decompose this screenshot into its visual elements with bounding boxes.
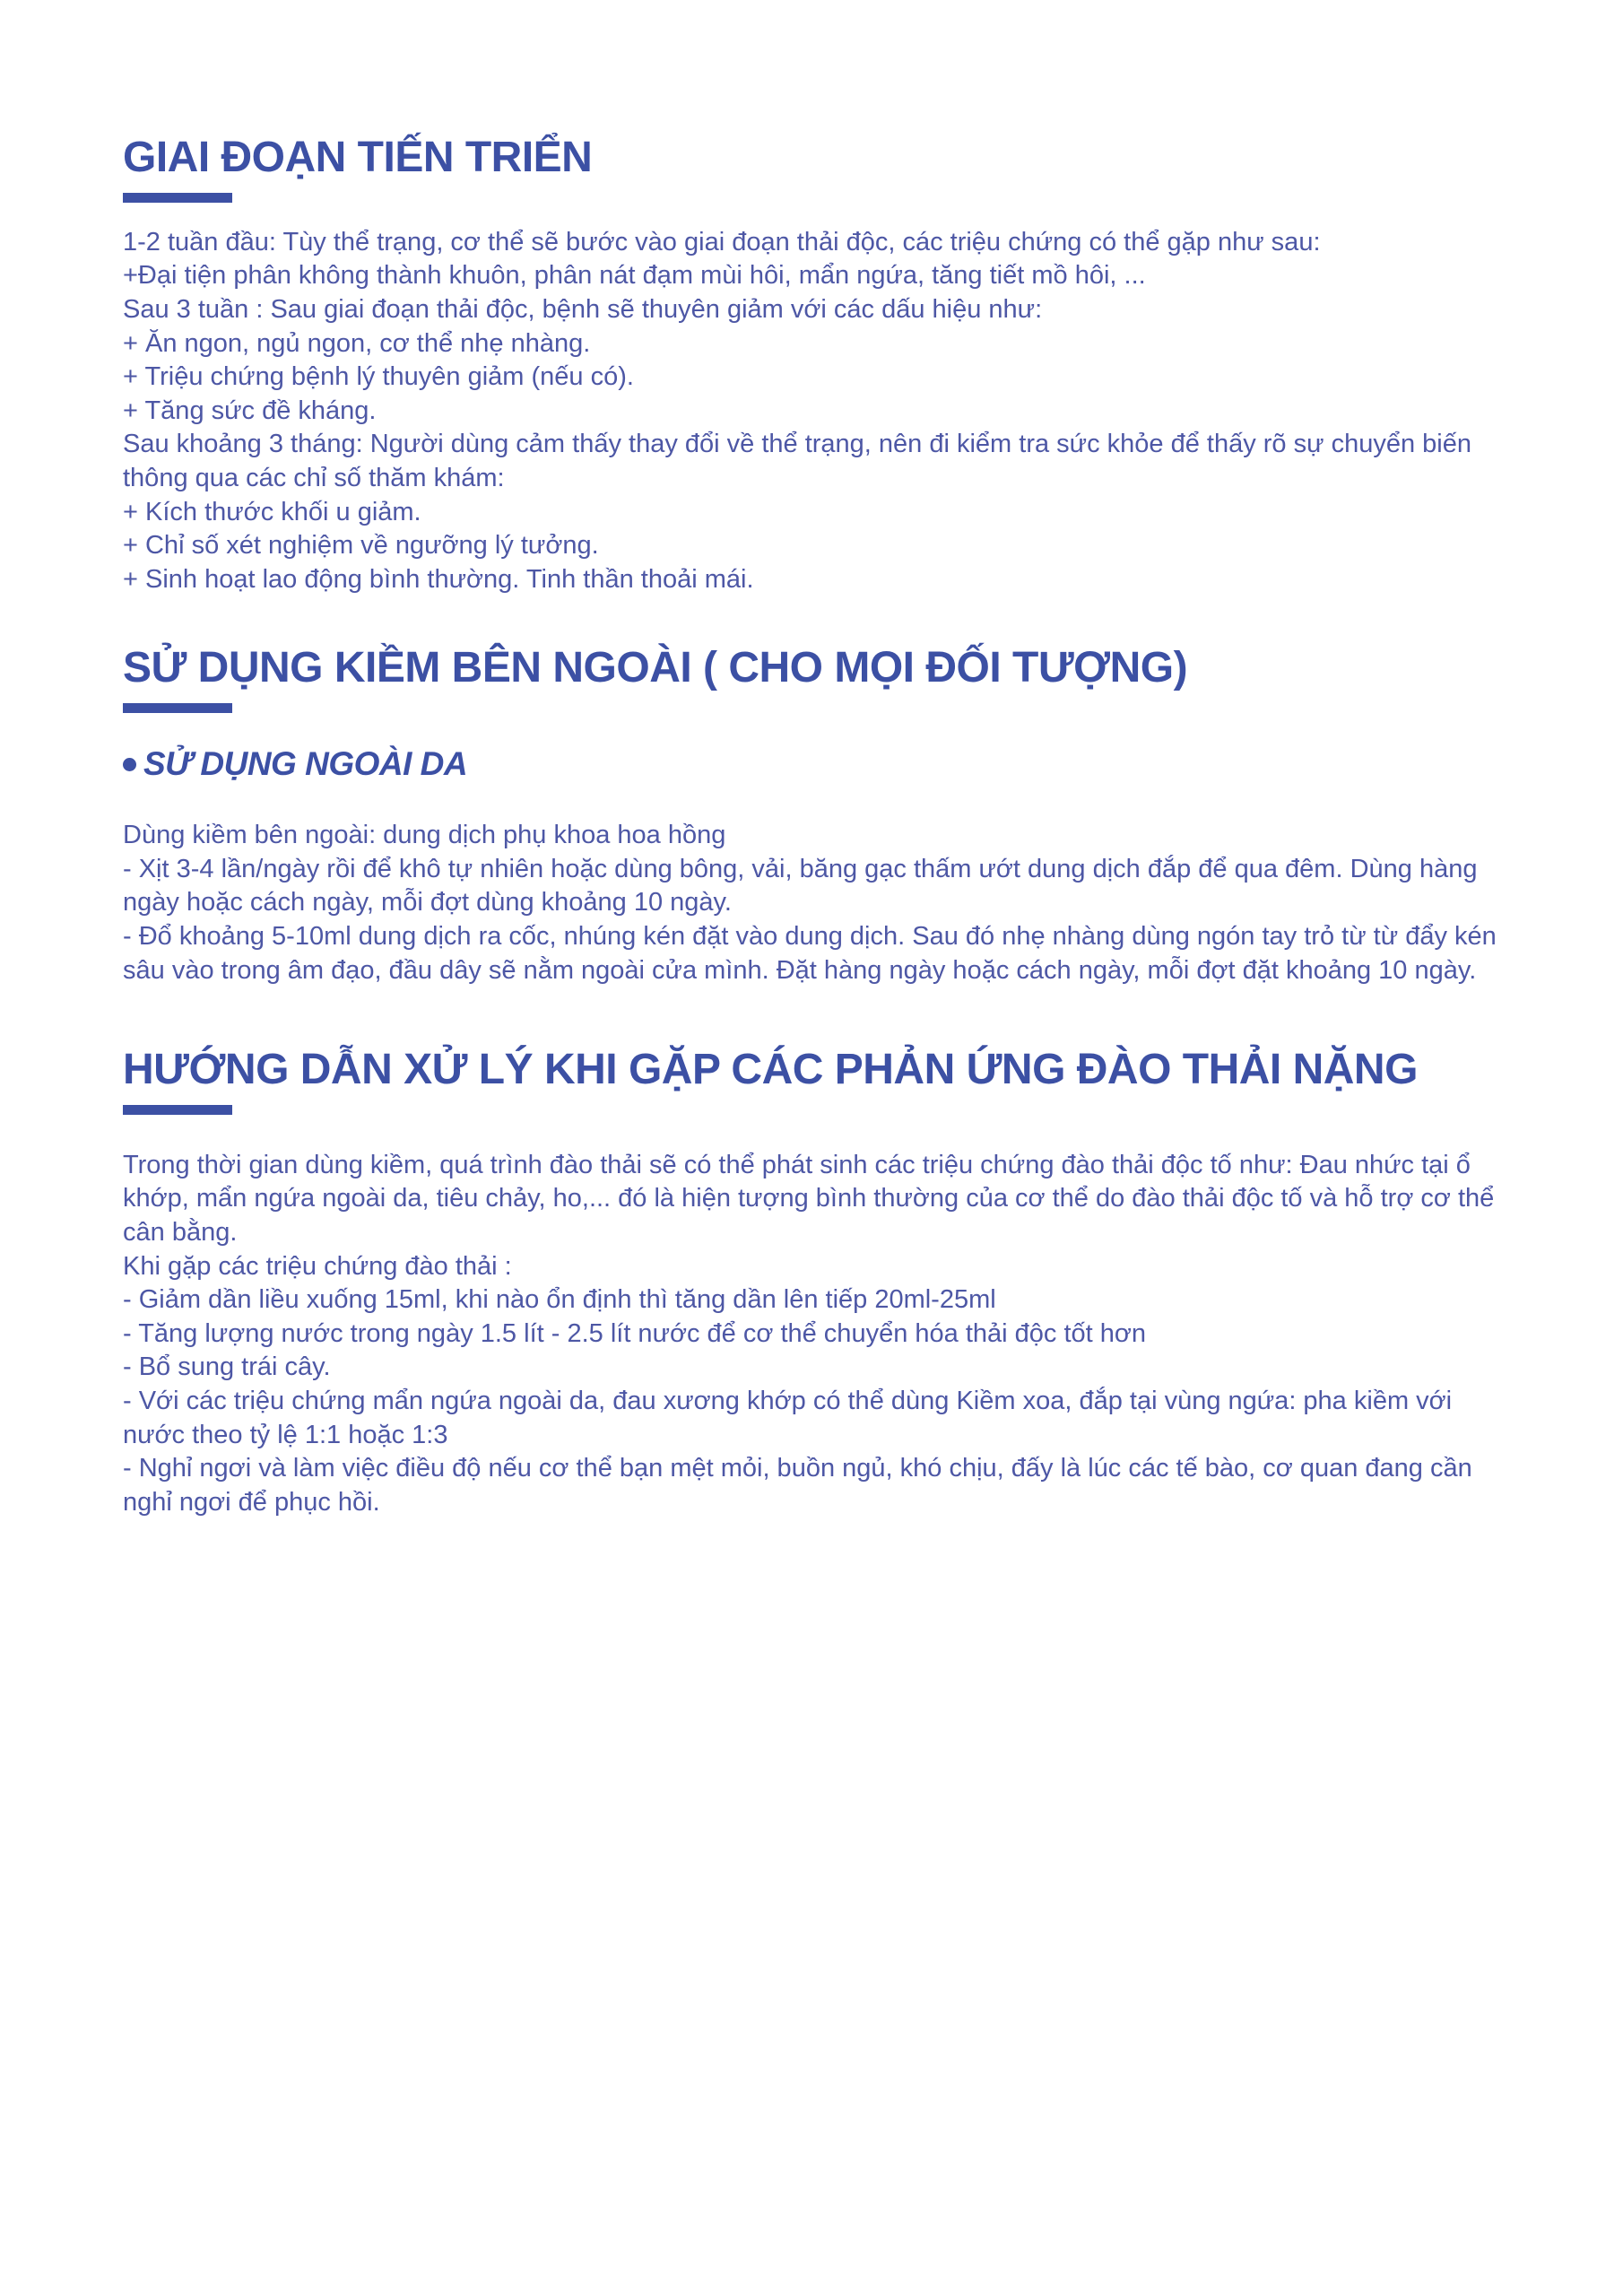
- heading-underline: [123, 193, 232, 203]
- section-external-use: [123, 645, 1517, 987]
- text-line: + Tăng sức đề kháng.: [123, 396, 377, 425]
- text-line: - Đổ khoảng 5-10ml dung dịch ra cốc, nhúng kén đặt vào dung dịch. Sau đó nhẹ nhàng dùng ngón tay trỏ từ từ đẩy kén sâu vào trong âm đạo, đầu dây sẽ nằm ngoài cửa mình. Đặt hàng ngày hoặc cách ngày, mỗi đợt đặt khoảng 10 ngày.: [123, 921, 1497, 985]
- text-line: Dùng kiềm bên ngoài: dung dịch phụ khoa hoa hồng: [123, 821, 726, 850]
- section-heading-heavy-detox: HƯỚNG DẪN XỬ LÝ KHI GẶP CÁC PHẢN ỨNG ĐÀO THẢI NẶNG: [123, 1046, 1418, 1094]
- text-line: - Giảm dần liều xuống 15ml, khi nào ổn định thì tăng dần lên tiếp 20ml-25ml: [123, 1285, 996, 1315]
- text-line: Khi gặp các triệu chứng đào thải :: [123, 1251, 512, 1281]
- bullet-icon: [123, 758, 136, 771]
- text-line: - Với các triệu chứng mẩn ngứa ngoài da, đau xương khớp có thể dùng Kiềm xoa, đắp tại vùng ngứa: pha kiềm với nước theo tỷ lệ 1:1 hoặc 1:3: [123, 1387, 1453, 1449]
- section-progress-stages: [123, 135, 1517, 596]
- section-heavy-detox-handling: [123, 1047, 1517, 1519]
- text-line: + Kích thước khối u giảm.: [123, 497, 421, 526]
- text-line: 1-2 tuần đầu: Tùy thể trạng, cơ thể sẽ bước vào giai đoạn thải độc, các triệu chứng có thể gặp như sau:: [123, 227, 1321, 257]
- section-body: [123, 226, 1517, 597]
- text-line: +Đại tiện phân không thành khuôn, phân nát đạm mùi hôi, mẩn ngứa, tăng tiết mồ hôi, ...: [123, 261, 1146, 291]
- text-line: Sau khoảng 3 tháng: Người dùng cảm thấy thay đổi về thể trạng, nên đi kiểm tra sức khỏe để thấy rõ sự chuyển biến thông qua các chỉ số thăm khám:: [123, 430, 1471, 492]
- text-line: + Chỉ số xét nghiệm về ngưỡng lý tưởng.: [123, 531, 599, 561]
- text-line: - Tăng lượng nước trong ngày 1.5 lít - 2.5 lít nước để cơ thể chuyển hóa thải độc tốt hơn: [123, 1318, 1147, 1348]
- section-heading-external-use: SỬ DỤNG KIỀM BÊN NGOÀI ( CHO MỌI ĐỐI TƯỢNG): [123, 644, 1188, 692]
- section-heading-progress-stages: GIAI ĐOẠN TIẾN TRIỂN: [123, 134, 593, 181]
- subheading-skin-use: [123, 745, 1517, 783]
- text-line: + Ăn ngon, ngủ ngon, cơ thể nhẹ nhàng.: [123, 328, 591, 358]
- text-line: - Nghỉ ngơi và làm việc điều độ nếu cơ thể bạn mệt mỏi, buồn ngủ, khó chịu, đấy là lúc các tế bào, cơ quan đang cần nghỉ ngơi để phục hồi.: [123, 1454, 1472, 1517]
- text-line: + Sinh hoạt lao động bình thường. Tinh thần thoải mái.: [123, 564, 754, 594]
- text-line: + Triệu chứng bệnh lý thuyên giảm (nếu có).: [123, 362, 634, 392]
- text-line: Trong thời gian dùng kiềm, quá trình đào thải sẽ có thể phát sinh các triệu chứng đào thải độc tố như: Đau nhức tại ổ khớp, mẩn ngứa ngoài da, tiêu chảy, ho,... đó là hiện tượng bình thường của cơ thể do đào thải độc tố và hỗ trợ cơ thể cân bằng.: [123, 1150, 1495, 1248]
- text-line: Sau 3 tuần : Sau giai đoạn thải độc, bệnh sẽ thuyên giảm với các dấu hiệu như:: [123, 294, 1043, 324]
- heading-underline: [123, 1105, 232, 1115]
- text-line: - Xịt 3-4 lần/ngày rồi để khô tự nhiên hoặc dùng bông, vải, băng gạc thấm ướt dung dịch đắp để qua đêm. Dùng hàng ngày hoặc cách ngày, mỗi đợt dùng khoảng 10 ngày.: [123, 854, 1478, 918]
- subheading-label: SỬ DỤNG NGOÀI DA: [143, 745, 468, 783]
- heading-underline: [123, 703, 232, 713]
- section-body: [123, 819, 1517, 987]
- text-line: - Bổ sung trái cây.: [123, 1352, 331, 1382]
- section-body: [123, 1149, 1517, 1520]
